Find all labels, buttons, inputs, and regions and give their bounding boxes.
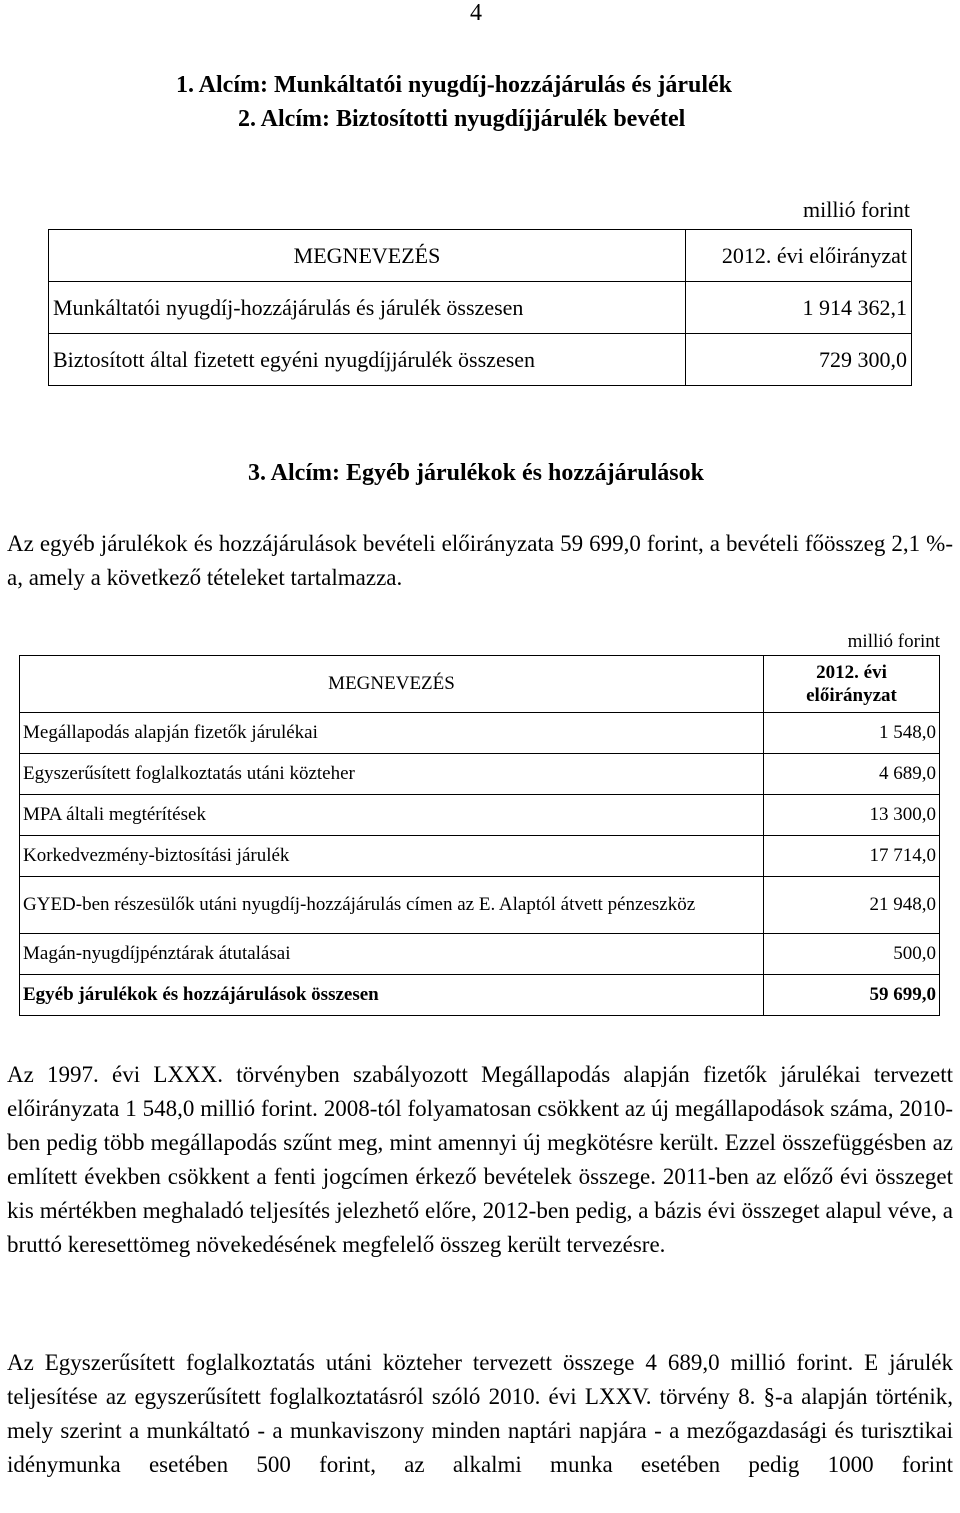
row-name: Munkáltatói nyugdíj-hozzájárulás és járulék összesen <box>49 282 686 334</box>
row-name: Megállapodás alapján fizetők járulékai <box>20 713 764 754</box>
row-value: 13 300,0 <box>764 795 940 836</box>
row-value: 21 948,0 <box>764 877 940 934</box>
header-year-line2: előirányzat <box>806 685 897 706</box>
page-number: 4 <box>470 0 482 26</box>
table-row <box>20 877 940 934</box>
row-name: GYED-ben részesülők utáni nyugdíj-hozzájárulás címen az E. Alaptól átvett pénzeszköz <box>20 877 764 934</box>
row-name: MPA általi megtérítések <box>20 795 764 836</box>
table-row <box>20 713 940 754</box>
column-header-year: 2012. évi előirányzat <box>686 230 912 282</box>
table-header-row <box>49 230 912 282</box>
table2-unit: millió forint <box>847 631 940 652</box>
column-header-name: MEGNEVEZÉS <box>20 656 764 713</box>
subtitle-2: 2. Alcím: Biztosítotti nyugdíjjárulék bevétel <box>238 106 686 132</box>
paragraph-simplified-employment-text: Az Egyszerűsített foglalkoztatás utáni közteher tervezett összege 4 689,0 millió forint. E járulék teljesítése az egyszerűsített foglalkoztatásról szóló 2010. évi LXXV. törvény 8. §-a alapján történik, mely szerint a munkáltató - a munkaviszony minden naptári napjára - a mezőgazdasági és turisztikai idénymunka esetében 500 forint, az alkalmi munka esetében pedig 1000 forint <box>7 1350 953 1477</box>
table-contributions <box>48 229 912 386</box>
table-row <box>20 795 940 836</box>
table-row <box>49 334 912 386</box>
table1-unit: millió forint <box>803 197 910 222</box>
column-header-name: MEGNEVEZÉS <box>49 230 686 282</box>
row-value: 500,0 <box>764 934 940 975</box>
row-value: 729 300,0 <box>686 334 912 386</box>
row-value: 1 548,0 <box>764 713 940 754</box>
row-value: 17 714,0 <box>764 836 940 877</box>
row-value: 4 689,0 <box>764 754 940 795</box>
paragraph-simplified-employment <box>7 1346 953 1482</box>
table-header-row <box>20 656 940 713</box>
row-name: Magán-nyugdíjpénztárak átutalásai <box>20 934 764 975</box>
column-header-year <box>764 656 940 713</box>
table-total-row <box>20 975 940 1016</box>
row-value: 1 914 362,1 <box>686 282 912 334</box>
subtitle-3: 3. Alcím: Egyéb járulékok és hozzájárulások <box>248 460 704 486</box>
header-year-line1: 2012. évi <box>816 662 887 683</box>
table-row <box>20 754 940 795</box>
total-name: Egyéb járulékok és hozzájárulások összesen <box>20 975 764 1016</box>
row-name: Egyszerűsített foglalkoztatás utáni közteher <box>20 754 764 795</box>
table-row <box>20 836 940 877</box>
table-row <box>49 282 912 334</box>
subtitle-1: 1. Alcím: Munkáltatói nyugdíj-hozzájárulás és járulék <box>176 72 732 98</box>
table-other-contributions <box>19 655 940 1016</box>
intro-paragraph: Az egyéb járulékok és hozzájárulások bevételi előirányzata 59 699,0 forint, a bevételi főösszeg 2,1 %-a, amely a következő tételeket tartalmazza. <box>7 531 953 590</box>
total-value: 59 699,0 <box>764 975 940 1016</box>
table-row <box>20 934 940 975</box>
row-name: Korkedvezmény-biztosítási járulék <box>20 836 764 877</box>
row-name: Biztosított által fizetett egyéni nyugdíjjárulék összesen <box>49 334 686 386</box>
paragraph-agreement: Az 1997. évi LXXX. törvényben szabályozott Megállapodás alapján fizetők járulékai tervezett előirányzata 1 548,0 millió forint. 2008-tól folyamatosan csökkent az új megállapodások száma, 2010-ben pedig több megállapodás szűnt meg, mint amennyi új megkötésre került. Ezzel összefüggésben az említett években csökkent a fenti jogcímen érkező bevételek összege. 2011-ben az előző évi összeget kis mértékben meghaladó teljesítés jelezhető előre, 2012-ben pedig, a bázis évi összeget alapul véve, a bruttó keresettömeg növekedésének megfelelő összeg került tervezésre. <box>7 1062 953 1257</box>
